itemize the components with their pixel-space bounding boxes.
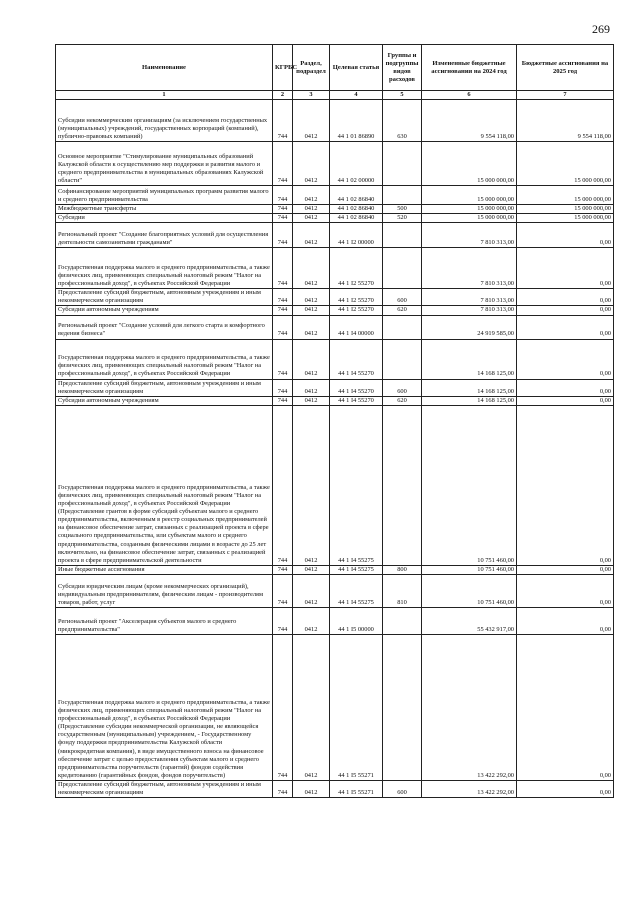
table-row	[56, 607, 614, 634]
row-name: Региональный проект "Создание благоприятных условий для осуществления деятельности самозанятыми гражданами"	[56, 223, 273, 248]
header-2025: Бюджетные ассигнования на 2025 год	[517, 45, 614, 91]
row-section: 0412	[293, 405, 330, 565]
row-section: 0412	[293, 289, 330, 306]
row-amount-2024: 24 919 585,00	[422, 315, 517, 339]
table-row	[56, 248, 614, 289]
header-name: Наименование	[56, 45, 273, 91]
row-target: 44 1 I2 55270	[330, 306, 383, 315]
header-section: Раздел, подраздел	[293, 45, 330, 91]
row-name: Иные бюджетные ассигнования	[56, 565, 273, 574]
row-amount-2025: 0,00	[517, 634, 614, 780]
row-group: 630	[383, 100, 422, 142]
row-kgrbs: 744	[273, 339, 293, 379]
row-amount-2025: 0,00	[517, 565, 614, 574]
row-amount-2024: 13 422 292,00	[422, 634, 517, 780]
row-amount-2024: 10 751 460,00	[422, 565, 517, 574]
row-amount-2024: 14 168 125,00	[422, 396, 517, 405]
row-target: 44 1 02 86840	[330, 186, 383, 205]
row-amount-2024: 7 810 313,00	[422, 289, 517, 306]
table-row	[56, 223, 614, 248]
row-kgrbs: 744	[273, 405, 293, 565]
row-amount-2025: 0,00	[517, 607, 614, 634]
row-kgrbs: 744	[273, 186, 293, 205]
row-section: 0412	[293, 379, 330, 396]
table-row	[56, 565, 614, 574]
row-name: Субсидии юридическим лицам (кроме некоммерческих организаций), индивидуальным предпринимателям, физическим лицам - производителям товаров, работ, услуг	[56, 574, 273, 607]
row-name: Предоставление субсидий бюджетным, автономным учреждениям и иным некоммерческим организациям	[56, 289, 273, 306]
row-amount-2024: 14 168 125,00	[422, 339, 517, 379]
row-group	[383, 607, 422, 634]
row-amount-2025: 0,00	[517, 223, 614, 248]
header-kgrbs: КГРБС	[273, 45, 293, 91]
row-amount-2024: 15 000 000,00	[422, 214, 517, 223]
row-amount-2025: 0,00	[517, 379, 614, 396]
table-row	[56, 186, 614, 205]
row-group	[383, 634, 422, 780]
row-kgrbs: 744	[273, 223, 293, 248]
row-amount-2025: 0,00	[517, 780, 614, 797]
row-amount-2024: 14 168 125,00	[422, 379, 517, 396]
row-target: 44 1 02 86840	[330, 214, 383, 223]
row-group	[383, 339, 422, 379]
table-row	[56, 289, 614, 306]
row-amount-2025: 0,00	[517, 315, 614, 339]
row-name: Субсидии автономным учреждениям	[56, 396, 273, 405]
row-amount-2025: 0,00	[517, 396, 614, 405]
row-target: 44 1 I4 00000	[330, 315, 383, 339]
row-name: Основное мероприятие "Стимулирование муниципальных образований Калужской области к осуществлению мер поддержки и развития малого и среднего предпринимательства в муниципальных образованиях Калужской области"	[56, 142, 273, 186]
row-target: 44 1 I4 55270	[330, 396, 383, 405]
page-number: 269	[592, 22, 610, 36]
budget-table	[55, 44, 614, 798]
row-name: Субсидии автономным учреждениям	[56, 306, 273, 315]
header-group: Группы и подгруппы видов расходов	[383, 45, 422, 91]
header-row	[56, 45, 614, 91]
header-2024: Измененные бюджетные ассигнования на 2024 год	[422, 45, 517, 91]
row-amount-2025: 15 000 000,00	[517, 142, 614, 186]
row-amount-2025: 0,00	[517, 248, 614, 289]
table-row	[56, 205, 614, 214]
table-row	[56, 214, 614, 223]
row-name: Государственная поддержка малого и среднего предпринимательства, а также физических лиц, применяющих специальный налоговый режим "Налог на профессиональный доход", в субъектах Российской Федерации (Предоставление грантов в форме субсидий субъектам малого и среднего предпринимательства, включенным в реестр социальных предпринимателей на финансовое обеспечение затрат, связанных с реализацией проекта в сфере социального предпринимательства, или субъектам малого и среднего предпринимательства, созданным физическими лицами в возрасте до 25 лет включительно, на финансовое обеспечение затрат, связанных с реализацией проекта в сфере предпринимательской деятельности	[56, 405, 273, 565]
table-row	[56, 100, 614, 142]
row-amount-2024: 13 422 292,00	[422, 780, 517, 797]
row-name: Государственная поддержка малого и среднего предпринимательства, а также физических лиц, применяющих специальный налоговый режим "Налог на профессиональный доход", в субъектах Российской Федерации	[56, 248, 273, 289]
table-row	[56, 315, 614, 339]
row-section: 0412	[293, 248, 330, 289]
row-section: 0412	[293, 306, 330, 315]
row-section: 0412	[293, 780, 330, 797]
row-target: 44 1 I4 55275	[330, 565, 383, 574]
table-row	[56, 379, 614, 396]
row-target: 44 1 I4 55270	[330, 339, 383, 379]
row-kgrbs: 744	[273, 780, 293, 797]
row-target: 44 1 I2 55270	[330, 289, 383, 306]
row-amount-2024: 10 751 460,00	[422, 574, 517, 607]
row-kgrbs: 744	[273, 289, 293, 306]
table-row	[56, 339, 614, 379]
row-amount-2025: 15 000 000,00	[517, 205, 614, 214]
row-group	[383, 223, 422, 248]
row-section: 0412	[293, 186, 330, 205]
row-section: 0412	[293, 315, 330, 339]
row-kgrbs: 744	[273, 248, 293, 289]
row-target: 44 1 02 00000	[330, 142, 383, 186]
row-name: Государственная поддержка малого и среднего предпринимательства, а также физических лиц, применяющих специальный налоговый режим "Налог на профессиональный доход", в субъектах Российской Федерации (Предоставление субсидии некоммерческой организации, не являющейся государственным (муниципальным) учреждением, - Государственному фонду поддержки предпринимательства Калужской области (микрокредитная компания), в виде имущественного взноса на финансовое обеспечение затрат с целью предоставления субъектам малого и среднего предпринимательства поручительств (гарантий) фондов содействия кредитованию (гарантийных фондов, фондов поручительств)	[56, 634, 273, 780]
row-amount-2024: 7 810 313,00	[422, 248, 517, 289]
row-section: 0412	[293, 223, 330, 248]
table-row	[56, 574, 614, 607]
row-kgrbs: 744	[273, 315, 293, 339]
row-group: 600	[383, 379, 422, 396]
row-amount-2025: 9 554 118,00	[517, 100, 614, 142]
row-section: 0412	[293, 607, 330, 634]
row-group: 620	[383, 396, 422, 405]
row-amount-2024: 7 810 313,00	[422, 223, 517, 248]
row-amount-2024: 15 000 000,00	[422, 142, 517, 186]
row-target: 44 1 I5 55271	[330, 634, 383, 780]
row-target: 44 1 I2 00000	[330, 223, 383, 248]
row-section: 0412	[293, 205, 330, 214]
row-kgrbs: 744	[273, 574, 293, 607]
row-name: Межбюджетные трансферты	[56, 205, 273, 214]
row-group	[383, 142, 422, 186]
column-number: 6	[422, 91, 517, 100]
table-row	[56, 405, 614, 565]
row-name: Субсидии некоммерческим организациям (за исключением государственных (муниципальных) учреждений, государственных корпораций (компаний), публично-правовых компаний)	[56, 100, 273, 142]
row-kgrbs: 744	[273, 607, 293, 634]
row-target: 44 1 I5 00000	[330, 607, 383, 634]
row-amount-2025: 0,00	[517, 405, 614, 565]
row-group	[383, 186, 422, 205]
row-name: Региональный проект "Акселерация субъектов малого и среднего предпринимательства"	[56, 607, 273, 634]
row-name: Предоставление субсидий бюджетным, автономным учреждениям и иным некоммерческим организациям	[56, 379, 273, 396]
row-section: 0412	[293, 100, 330, 142]
row-name: Софинансирование мероприятий муниципальных программ развития малого и среднего предпринимательства	[56, 186, 273, 205]
row-kgrbs: 744	[273, 634, 293, 780]
row-amount-2025: 0,00	[517, 339, 614, 379]
row-section: 0412	[293, 396, 330, 405]
row-name: Государственная поддержка малого и среднего предпринимательства, а также физических лиц, применяющих специальный налоговый режим "Налог на профессиональный доход", в субъектах Российской Федерации	[56, 339, 273, 379]
table-row	[56, 634, 614, 780]
column-number-row	[56, 91, 614, 100]
column-number: 4	[330, 91, 383, 100]
row-name: Субсидии	[56, 214, 273, 223]
row-section: 0412	[293, 214, 330, 223]
row-target: 44 1 I5 55271	[330, 780, 383, 797]
row-group: 500	[383, 205, 422, 214]
row-group	[383, 315, 422, 339]
row-amount-2025: 0,00	[517, 574, 614, 607]
row-kgrbs: 744	[273, 100, 293, 142]
row-amount-2025: 0,00	[517, 306, 614, 315]
row-amount-2025: 15 000 000,00	[517, 186, 614, 205]
table-row	[56, 396, 614, 405]
row-amount-2024: 55 432 917,00	[422, 607, 517, 634]
row-target: 44 1 02 86840	[330, 205, 383, 214]
row-section: 0412	[293, 634, 330, 780]
row-group	[383, 405, 422, 565]
row-kgrbs: 744	[273, 396, 293, 405]
row-target: 44 1 I2 55270	[330, 248, 383, 289]
row-target: 44 1 I4 55270	[330, 379, 383, 396]
row-group	[383, 248, 422, 289]
row-kgrbs: 744	[273, 306, 293, 315]
row-amount-2024: 15 000 000,00	[422, 205, 517, 214]
row-target: 44 1 I4 55275	[330, 405, 383, 565]
row-name: Предоставление субсидий бюджетным, автономным учреждениям и иным некоммерческим организациям	[56, 780, 273, 797]
row-kgrbs: 744	[273, 214, 293, 223]
row-target: 44 1 I4 55275	[330, 574, 383, 607]
row-group: 620	[383, 306, 422, 315]
row-kgrbs: 744	[273, 205, 293, 214]
row-group: 800	[383, 565, 422, 574]
row-section: 0412	[293, 339, 330, 379]
row-amount-2024: 7 810 313,00	[422, 306, 517, 315]
column-number: 5	[383, 91, 422, 100]
row-group: 600	[383, 289, 422, 306]
row-kgrbs: 744	[273, 142, 293, 186]
column-number: 7	[517, 91, 614, 100]
row-section: 0412	[293, 142, 330, 186]
column-number: 2	[273, 91, 293, 100]
row-kgrbs: 744	[273, 565, 293, 574]
table-row	[56, 142, 614, 186]
table-row	[56, 780, 614, 797]
row-target: 44 1 01 86890	[330, 100, 383, 142]
column-number: 3	[293, 91, 330, 100]
column-number: 1	[56, 91, 273, 100]
row-section: 0412	[293, 574, 330, 607]
row-section: 0412	[293, 565, 330, 574]
header-target: Целевая статья	[330, 45, 383, 91]
row-amount-2024: 9 554 118,00	[422, 100, 517, 142]
row-group: 520	[383, 214, 422, 223]
row-amount-2024: 15 000 000,00	[422, 186, 517, 205]
row-kgrbs: 744	[273, 379, 293, 396]
table-row	[56, 306, 614, 315]
row-amount-2025: 15 000 000,00	[517, 214, 614, 223]
row-group: 600	[383, 780, 422, 797]
row-amount-2025: 0,00	[517, 289, 614, 306]
row-group: 810	[383, 574, 422, 607]
row-name: Региональный проект "Создание условий для легкого старта и комфортного ведения бизнеса"	[56, 315, 273, 339]
row-amount-2024: 10 751 460,00	[422, 405, 517, 565]
